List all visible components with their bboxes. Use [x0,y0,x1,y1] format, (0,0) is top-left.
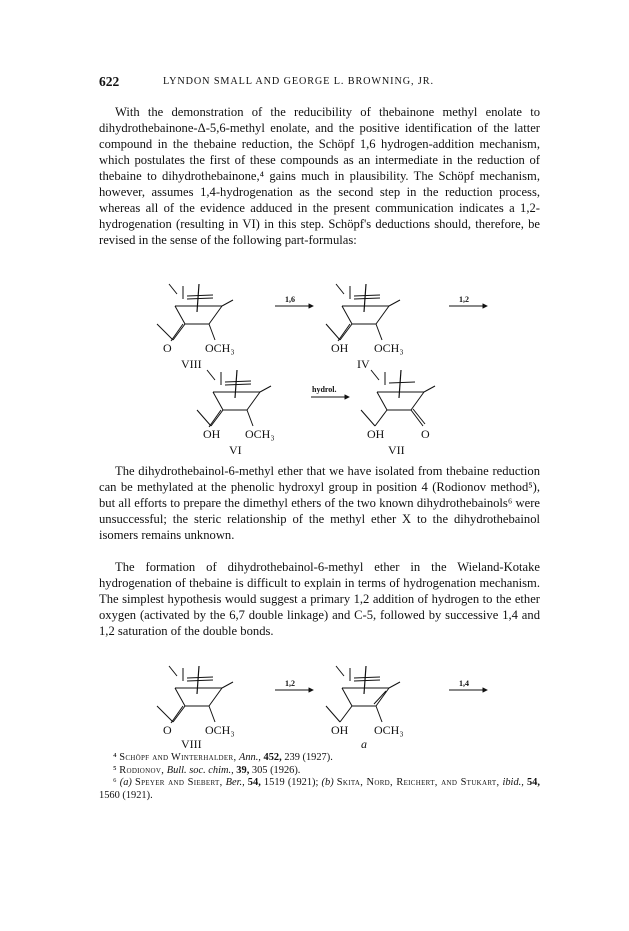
structure-iv-label: IV [357,357,370,371]
footnote-4-authors: Schöpf and Winterhalder, [119,752,237,763]
footnote-5-authors: Rodionov, [119,764,165,776]
structure-viii-left-sub: O [163,341,172,355]
structure-viii-right-sub: OCH₃ [205,341,235,355]
scheme-2-diagram [99,664,540,751]
footnote-5 [99,765,540,778]
structure-vi-right-sub: OCH₃ [245,427,275,441]
structure-a-right-sub: OCH₃ [374,723,404,737]
structure-viii-2-right-sub: OCH₃ [205,723,235,737]
footnote-6-mark: ⁶ [113,777,117,788]
running-title: LYNDON SMALL AND GEORGE L. BROWNING, JR. [163,76,434,87]
arrow-1-2-label: 1,2 [459,295,469,304]
arrow-hydrol-label: hydrol. [312,385,337,394]
structure-vii-label: VII [388,443,405,457]
scheme-1-diagram [99,282,540,457]
footnote-6 [99,777,540,802]
structure-vii-left-sub: OH [367,427,385,441]
paragraph-3: The formation of dihydrothebainol-6-methyl ether in the Wieland-Kotake hydrogenation of thebaine is difficult to explain in terms of hydrogenation mechanism. The simplest hypothesis would suggest a primary 1,2 addition of hydrogen to the ether oxygen (activated by the 6,7 double linkage) and C-5, followed by successive 1,4 and 1,2 saturation of the double bonds. [99,560,540,638]
structure-vi [197,370,271,427]
footnote-4-rest: 239 (1927). [284,752,333,763]
structure-a [326,666,400,722]
footnote-5-journal: Bull. soc. chim., [166,764,234,776]
structure-iv-right-sub: OCH₃ [374,341,404,355]
footnote-6-volume-a: 54, [247,777,261,788]
structure-viii [157,284,233,341]
structure-vi-label: VI [229,443,242,457]
page-header [99,74,539,90]
structure-iv-left-sub: OH [331,341,349,355]
structure-a-label: a [361,737,367,751]
reaction-scheme-2 [99,664,540,751]
footnote-6-journal-a: Ber., [225,777,245,788]
footnote-4-journal: Ann., [238,752,261,763]
footnote-6-journal-b: ibid., [502,777,524,788]
footnote-6-part-b: (b) [321,777,334,788]
footnote-6-volume-b: 54, [526,777,540,788]
structure-viii-2-label: VIII [181,737,202,751]
structure-viii-2 [157,666,233,723]
footnotes [99,752,540,802]
structure-viii-label: VIII [181,357,202,371]
footnote-5-volume: 39, [236,764,250,776]
structure-vi-left-sub: OH [203,427,221,441]
arrow-1-6-label: 1,6 [285,295,295,304]
footnote-6-authors-b: Skita, Nord, Reichert, and Stukart, [336,777,500,788]
page-number: 622 [99,74,120,89]
footnote-6-part-a: (a) [119,777,132,788]
footnote-4-mark: ⁴ [113,752,117,763]
paragraph-2: The dihydrothebainol-6-methyl ether that we have isolated from thebaine reduction can be methylated at the phenolic hydroxyl group in position 4 (Rodionov method⁵), but all efforts to prepare the dimethyl ethers of the two known dihydrothebainols⁶ were unsuccessful; the steric relationship of the methyl ether X to the dihydrothebainol isomers remains unknown. [99,464,540,542]
footnote-6-rest-a: 1519 (1921); [263,777,319,788]
footnote-6-rest-b: 1560 (1921). [99,789,153,801]
arrow-2-1-2-label: 1,2 [285,679,295,688]
footnote-5-mark: ⁵ [113,764,117,776]
footnote-4 [99,752,540,765]
footnote-4-volume: 452, [263,752,282,763]
paragraph-1: With the demonstration of the reducibility of thebainone methyl enolate to dihydrothebainone-Δ-5,6-methyl enolate, and the positive identification of the latter compound in the thebaine reduction, the Schöpf 1,6 hydrogen-addition mechanism, which postulates the first of these compounds as an intermediate in the reduction of thebaine to dihydrothebainone,⁴ gains much in plausibility. The Schöpf mechanism, however, assumes 1,4-hydrogenation as the second step in the reduction process, whereas all of the evidence adduced in the present communication indicates a 1,2-hydrogenation (resulting in VI) in this step. Schöpf's deductions should, therefore, be revised in the sense of the following part-formulas: [99,105,540,247]
footnote-5-rest: 305 (1926). [251,764,301,776]
structure-a-left-sub: OH [331,723,349,737]
structure-vii [361,370,435,426]
arrow-2-1-4-label: 1,4 [459,679,469,688]
footnote-6-authors-a: Speyer and Siebert, [135,777,223,788]
structure-iv [326,284,400,341]
structure-viii-2-left-sub: O [163,723,172,737]
reaction-scheme-1 [99,282,540,457]
structure-vii-right-sub: O [421,427,430,441]
